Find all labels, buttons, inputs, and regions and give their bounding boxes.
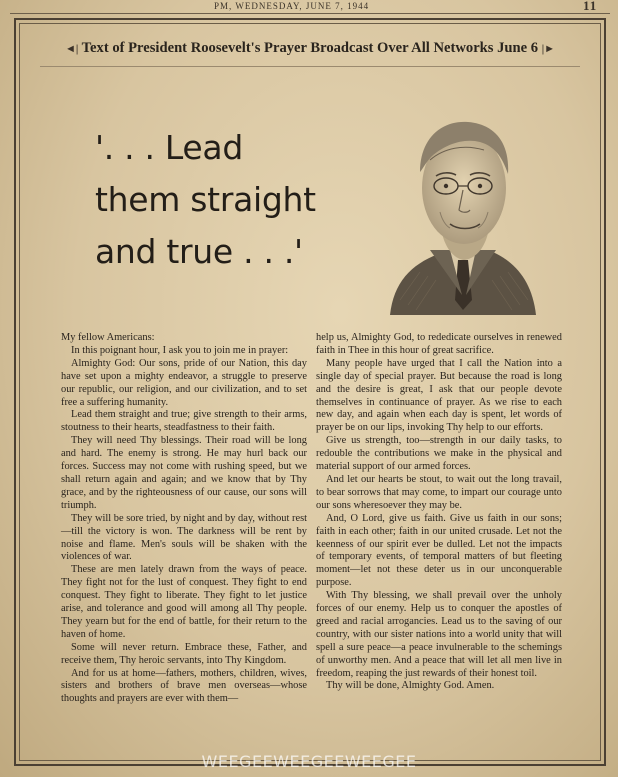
paragraph: Lead them straight and true; give strength to their arms, stoutness to their hearts, steadfastness to their faith. xyxy=(61,409,307,434)
paragraph: They will need Thy blessings. Their road will be long and hard. The enemy is strong. He may hurl back our forces. Success may not come with rushing speed, but we shall return again and again; and we know that by Thy grace, and by the righteousness of our cause, our sons will triumph. xyxy=(61,435,307,511)
ornament-right-icon: |► xyxy=(541,43,556,55)
banner-rule xyxy=(40,66,580,67)
paragraph: Some will never return. Embrace these, Father, and receive them, Thy heroic servants, into Thy Kingdom. xyxy=(61,641,307,666)
paragraph: help us, Almighty God, to rededicate ourselves in renewed faith in Thee in this hour of great sacrifice. xyxy=(316,332,562,356)
paragraph: And, O Lord, give us faith. Give us faith in our sons; faith in each other; faith in our united crusade. Let not the keenness of our spirit ever be dulled. Let not the impacts of temporary events, of temporal matters of but fleeting moment—let not these deter us in our unconquerable purpose. xyxy=(316,512,562,589)
pull-quote-line-3: and true . . .' xyxy=(95,232,303,271)
paragraph: With Thy blessing, we shall prevail over the unholy forces of our enemy. Help us to conquer the apostles of greed and racial arrogancies. Lead us to the saving of our country, with our sister nations into a world unity that will spell a sure peace—a peace invulnerable to the schemings of unworthy men. And a peace that will let all men live in freedom, reaping the just rewards of their honest toil. xyxy=(316,590,562,679)
salutation: My fellow Americans: xyxy=(61,332,155,343)
paragraph: These are men lately drawn from the ways of peace. They fight not for the lust of conquest. They fight to end conquest. They fight to liberate. They fight to let justice arise, and tolerance and good will among all Thy people. They yearn but for the end of battle, for their return to the haven of home. xyxy=(61,564,307,640)
paragraph: And for us at home—fathers, mothers, children, wives, sisters and brothers of brave men overseas—whose thoughts and prayers are ever with them— xyxy=(61,667,307,705)
ornament-left-icon: ◄| xyxy=(64,43,79,55)
closing-line: Thy will be done, Almighty God. Amen. xyxy=(326,680,495,692)
pull-quote xyxy=(95,122,355,278)
pull-quote-line-2: them straight xyxy=(95,180,316,219)
paragraph: In this poignant hour, I ask you to join me in prayer: xyxy=(71,344,289,356)
paragraph: Give us strength, too—strength in our daily tasks, to redouble the contributions we make in the physical and material support of our armed forces. xyxy=(316,435,562,473)
watermark: WEEGEEWEEGEEWEEGEE xyxy=(201,752,417,771)
folio-rule xyxy=(10,13,610,14)
folio-date: PM, WEDNESDAY, JUNE 7, 1944 xyxy=(214,1,370,11)
paragraph: And let our hearts be stout, to wait out the long travail, to bear sorrows that may come, to impart our courage unto our sons wheresoever they may be. xyxy=(316,473,562,511)
paragraph: Many people have urged that I call the Nation into a single day of special prayer. But because the road is long and the desire is great, I ask that our people devote themselves in continuance of prayer. As we rise to each new day, and again when each day is spent, let words of prayer be on our lips, invoking Thy help to our efforts. xyxy=(316,357,562,434)
page-number: 11 xyxy=(583,0,598,13)
article-column-left xyxy=(61,332,307,706)
paragraph: Almighty God: Our sons, pride of our Nation, this day have set upon a mighty endeavor, a struggle to preserve our republic, our religion, and our civilization, and to set free a suffering humanity. xyxy=(61,357,307,408)
roosevelt-portrait-icon xyxy=(380,100,540,315)
article-column-right xyxy=(316,332,562,693)
paragraph: They will be sore tried, by night and by day, without rest—till the victory is won. The darkness will be rent by noise and flame. Men's souls will be shaken with the violences of war. xyxy=(61,512,307,563)
banner-headline xyxy=(30,40,590,60)
banner-title: Text of President Roosevelt's Prayer Broadcast Over All Networks June 6 xyxy=(81,40,539,56)
pull-quote-line-1: '. . . Lead xyxy=(95,128,243,167)
